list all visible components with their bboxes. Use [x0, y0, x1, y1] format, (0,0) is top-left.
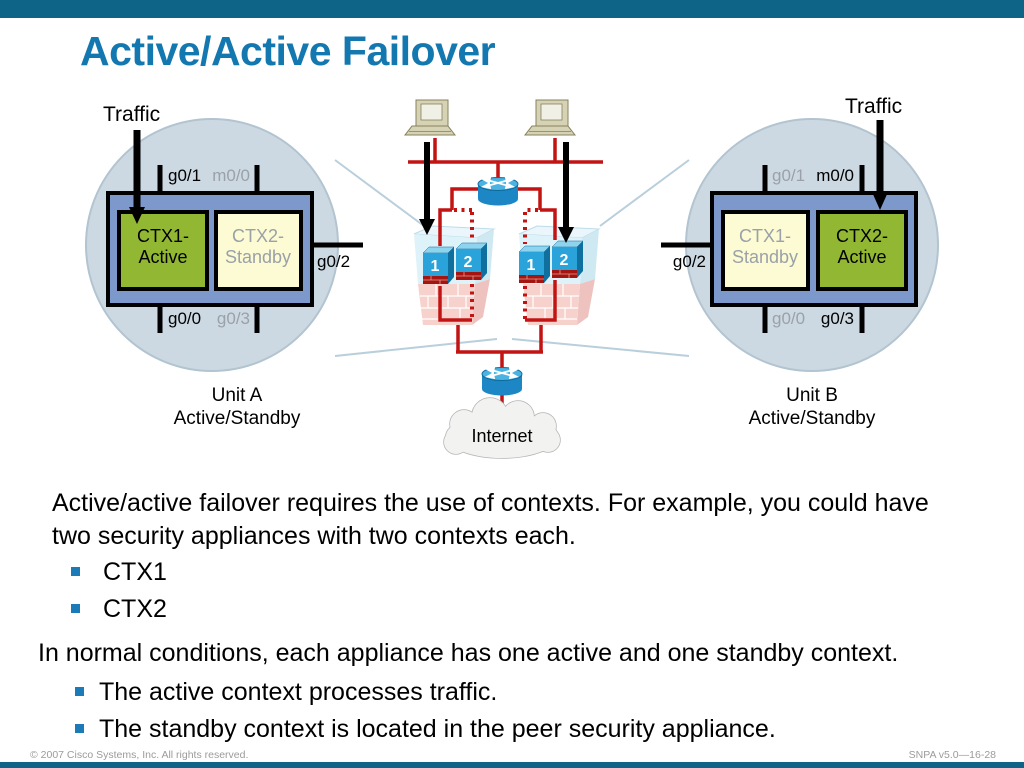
appliance1-context1-number: 1: [430, 258, 440, 275]
appliance1-context2-number: 2: [463, 254, 473, 271]
unit-a-if-g02: g0/2: [317, 252, 351, 271]
bullet-text: The standby context is located in the peer security appliance.: [99, 715, 776, 743]
unit-b-ctx2-label: Active: [837, 247, 887, 267]
traffic-arrow-right: [558, 142, 574, 243]
unit-a-ctx2-label: CTX2-: [231, 226, 285, 246]
unit-b-caption: Active/Standby: [748, 408, 876, 429]
unit-a-if-g01: g0/1: [168, 166, 202, 185]
workstation-icon: [525, 100, 575, 135]
body-paragraph-2: In normal conditions, each appliance has one active and one standby context.: [38, 639, 899, 667]
unit-b-if-g01: g0/1: [772, 166, 806, 185]
appliance2-context1-number: 1: [526, 257, 536, 274]
header-bar: [0, 0, 1024, 18]
unit-b-if-g03: g0/3: [820, 309, 854, 328]
bullet-text: The active context processes traffic.: [99, 678, 498, 706]
unit-a-if-g03: g0/3: [216, 309, 250, 328]
unit-b-caption: Unit B: [786, 385, 838, 406]
unit-a-caption: Unit A: [211, 385, 263, 406]
bullet-item-ctx1: [71, 558, 167, 587]
unit-b-ctx2-label: CTX2-: [835, 226, 889, 246]
footer-slide-number: SNPA v5.0—16-28: [908, 749, 996, 761]
unit-a-ctx1-label: CTX1-: [136, 226, 190, 246]
failover-diagram: [0, 80, 1024, 475]
internet-cloud: [444, 398, 560, 458]
internet-router-icon: [482, 368, 522, 396]
bullet-square-icon: [71, 604, 80, 613]
unit-b-ctx1-label: CTX1-: [738, 226, 792, 246]
bullet-square-icon: [71, 567, 80, 576]
bullet-square-icon: [75, 687, 84, 696]
slide-title: Active/Active Failover: [80, 28, 496, 74]
footer-copyright: © 2007 Cisco Systems, Inc. All rights reserved.: [30, 749, 249, 761]
internet-cloud-label: Internet: [471, 426, 533, 446]
appliance2-context2-number: 2: [559, 252, 569, 269]
unit-a-magnifier: [86, 103, 363, 429]
unit-b-if-m00: m0/0: [816, 166, 854, 185]
unit-a-if-m00: m0/0: [212, 166, 250, 185]
bullet-text: CTX2: [103, 595, 167, 623]
unit-b-ctx1-label: Standby: [731, 247, 799, 267]
body-paragraph-1: Active/active failover requires the use of contexts. For example, you could have two security appliances with two contexts each.: [52, 489, 929, 550]
unit-a-ctx1-label: Active: [138, 247, 188, 267]
unit-a-traffic-label: Traffic: [103, 103, 161, 126]
bullet-item-standby-context: [75, 715, 776, 744]
workstation-icon: [405, 100, 455, 135]
unit-a-if-g00: g0/0: [168, 309, 202, 328]
center-network: [405, 100, 603, 458]
unit-b-if-g00: g0/0: [772, 309, 806, 328]
bullet-square-icon: [75, 724, 84, 733]
unit-b-traffic-label: Traffic: [845, 95, 903, 118]
unit-b-if-g02: g0/2: [672, 252, 706, 271]
traffic-arrow-left: [419, 142, 435, 235]
bullet-text: CTX1: [103, 558, 167, 586]
unit-a-ctx2-label: Standby: [224, 247, 292, 267]
unit-b-magnifier: [661, 95, 938, 429]
footer-bar: [0, 762, 1024, 768]
bullet-item-active-context: [75, 678, 497, 707]
router-icon: [478, 178, 518, 206]
bullet-item-ctx2: [71, 595, 167, 624]
unit-a-caption: Active/Standby: [173, 408, 301, 429]
ethernet-links: [408, 138, 603, 179]
